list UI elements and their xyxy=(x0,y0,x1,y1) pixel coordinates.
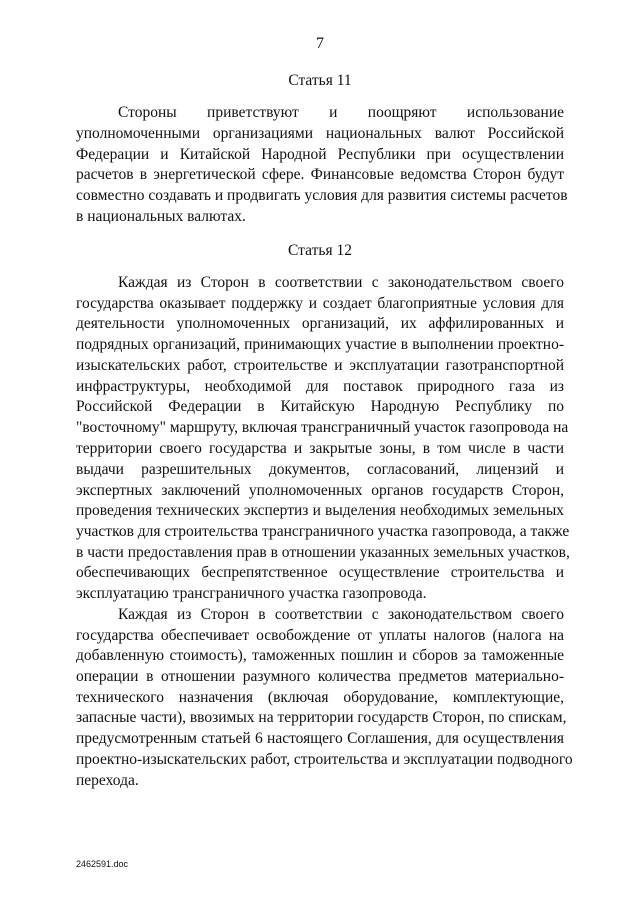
document-footer-filename: 2462591.doc xyxy=(76,859,129,869)
article-12-line: перехода. xyxy=(76,772,139,789)
article-12-line: проведения технических экспертиз и выделения необходимых земельных xyxy=(76,502,564,519)
article-12-line: Каждая из Сторон в соответствии с законодательством своего xyxy=(118,606,564,623)
article-12-line: изыскательских работ, строительстве и эксплуатации газотранспортной xyxy=(76,357,564,374)
article-12-line: проектно-изыскательских работ, строительства и эксплуатации подводного xyxy=(76,751,573,768)
article-12-line: добавленную стоимость), таможенных пошлин и сборов за таможенные xyxy=(76,647,564,664)
article-11-line: расчетов в энергетической сфере. Финансовые ведомства Сторон будут xyxy=(76,166,564,183)
article-12-line: предусмотренным статьей 6 настоящего Соглашения, для осуществления xyxy=(76,730,564,747)
article-12-line: инфраструктуры, необходимой для поставок природного газа из xyxy=(76,378,564,395)
article-12-line: в части предоставления прав в отношении указанных земельных участков, xyxy=(76,544,570,561)
article-12-line: операции в отношении разумного количества предметов материально- xyxy=(76,668,564,685)
article-12-line: Российской Федерации в Китайскую Народную Республику по xyxy=(76,398,564,415)
article-12-line: эксплуатацию трансграничного участка газопровода. xyxy=(76,585,427,602)
article-11-line: Федерации и Китайской Народной Республики при осуществлении xyxy=(76,146,564,163)
article-12-line: выдачи разрешительных документов, согласований, лицензий и xyxy=(76,461,564,478)
article-12-line: территории своего государства и закрытые зоны, в том числе в части xyxy=(76,440,564,457)
article-11-line: совместно создавать и продвигать условия для развития системы расчетов xyxy=(76,187,568,204)
article-12-line: Каждая из Сторон в соответствии с законодательством своего xyxy=(118,274,564,291)
article-11-line: в национальных валютах. xyxy=(76,208,246,225)
page-number: 7 xyxy=(316,35,324,52)
article-11-heading: Статья 11 xyxy=(288,72,352,89)
article-12-heading: Статья 12 xyxy=(288,242,352,259)
article-12-line: участков для строительства трансграничного участка газопровода, а также xyxy=(76,523,570,540)
article-12-line: деятельности уполномоченных организаций, их аффилированных и xyxy=(76,315,564,332)
article-12-line: подрядных организаций, принимающих участие в выполнении проектно- xyxy=(76,336,564,353)
article-12-line: экспертных заключений уполномоченных органов государств Сторон, xyxy=(76,482,564,499)
article-11-line: уполномоченными организациями национальных валют Российской xyxy=(76,125,564,142)
article-12-line: "восточному" маршруту, включая трансграничный участок газопровода на xyxy=(76,419,569,436)
article-12-line: государства оказывает поддержку и создает благоприятные условия для xyxy=(76,295,564,312)
article-12-line: государства обеспечивает освобождение от уплаты налогов (налога на xyxy=(76,627,564,644)
article-12-line: обеспечивающих беспрепятственное осуществление строительства и xyxy=(76,564,564,581)
article-12-line: технического назначения (включая оборудование, комплектующие, xyxy=(76,689,564,706)
article-11-line: Стороны приветствуют и поощряют использование xyxy=(118,104,564,121)
article-12-line: запасные части), ввозимых на территории государств Сторон, по спискам, xyxy=(76,709,567,726)
